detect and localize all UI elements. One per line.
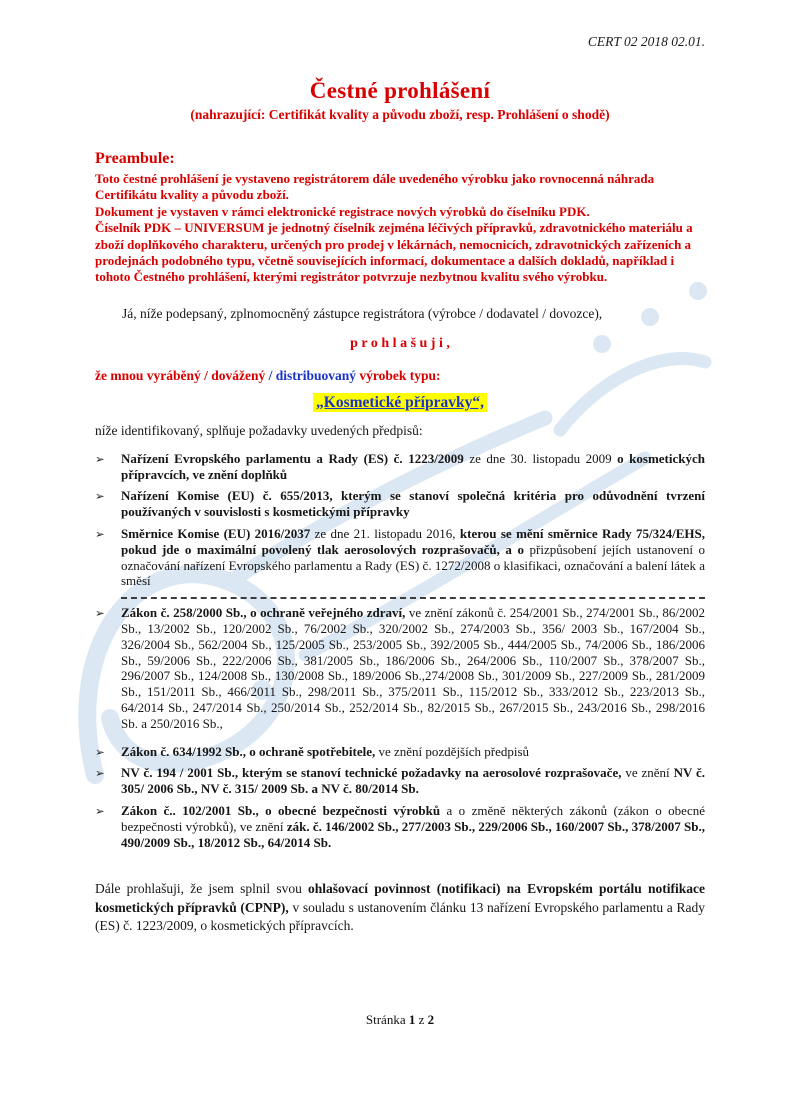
text-segment: Dále prohlašuji, že jsem splnil svou — [95, 881, 309, 897]
bullet-arrow-icon: ➢ — [95, 527, 105, 542]
regulation-item — [95, 803, 705, 850]
text-segment: o kosmetických přípravcích, ve znění doplňků — [121, 450, 705, 482]
document-code: CERT 02 2018 02.01. — [587, 34, 705, 49]
regulation-text — [121, 803, 705, 850]
text-segment: Směrnice Komise (EU) 2016/2037 — [121, 526, 311, 542]
regulation-item — [95, 526, 705, 589]
text-segment: NV č. 194 / 2001 Sb., kterým se stanoví technické požadavky na aerosolové rozprašovače, — [121, 765, 622, 781]
bullet-arrow-icon: ➢ — [95, 744, 105, 759]
text-segment: a o změně některých zákonů (zákon o obecné bezpečnosti výrobků), ve znění — [121, 802, 705, 834]
text-segment: ve znění pozdějších předpisů — [375, 743, 530, 759]
text-segment: v souladu s ustanovením článku 13 nařízení Evropského parlamentu a Rady (ES) č. 1223/2009, o kosmetických přípravcích. — [95, 899, 705, 934]
text-segment: výrobek typu: — [356, 367, 441, 383]
regulation-item — [95, 744, 705, 760]
regulation-item — [95, 451, 705, 483]
document-title: Čestné prohlášení — [309, 78, 491, 103]
preamble-paragraph: Toto čestné prohlášení je vystaveno registrátorem dále uvedeného výrobku jako rovnocenná náhrada Certifikátu kvality a původu zboží. — [95, 171, 655, 203]
text-segment: kterou se mění směrnice Rady 75/324/EHS, pokud jde o maximální povolený tlak aerosolových rozprašovačů, a o — [121, 526, 705, 557]
preamble-heading: Preambule: — [95, 150, 175, 167]
text-segment: ve znění — [621, 765, 674, 781]
preamble-text — [95, 171, 705, 286]
text-segment: Zákon č.. 102/2001 Sb., o obecné bezpečnosti výrobků — [121, 802, 441, 818]
regulation-text — [121, 744, 705, 760]
regulation-item — [95, 488, 705, 520]
page-footer — [0, 1012, 800, 1028]
text-segment: Nařízení Komise (EU) č. 655/2013, kterým se stanoví společná kritéria pro odůvodnění tvrzení používaných v souvislosti s kosmetickými přípravky — [121, 488, 705, 520]
requirements-intro: níže identifikovaný, splňuje požadavky uvedených předpisů: — [95, 422, 423, 438]
declaration-verb: p r o h l a š u j i , — [350, 335, 450, 351]
regulation-text — [121, 765, 705, 797]
text-segment: ohlašovací povinnost (notifikaci) na Evropském portálu notifikace kosmetických přípravků (CPNP), — [95, 881, 705, 915]
bullet-arrow-icon: ➢ — [95, 766, 105, 781]
closing-paragraph — [95, 880, 705, 936]
product-name-line — [95, 394, 705, 412]
text-segment: ze dne 21. listopadu 2016, — [310, 526, 460, 542]
regulation-item — [95, 765, 705, 797]
declarant-intro: Já, níže podepsaný, zplnomocněný zástupce registrátora (výrobce / dodavatel / dovozce), — [122, 305, 603, 321]
text-segment: 1 — [408, 1012, 416, 1027]
product-type-line — [95, 368, 705, 384]
text-segment: 2 — [427, 1012, 435, 1027]
text-segment: Nařízení Evropského parlamentu a Rady (ES) č. 1223/2009 — [121, 450, 464, 466]
bullet-arrow-icon: ➢ — [95, 489, 105, 504]
bullet-arrow-icon: ➢ — [95, 606, 105, 621]
regulation-text — [121, 488, 705, 520]
document-subtitle: (nahrazující: Certifikát kvality a původu zboží, resp. Prohlášení o shodě) — [190, 107, 610, 122]
product-name-highlight: „Kosmetické přípravky“, — [313, 393, 487, 412]
dashed-divider — [121, 597, 705, 599]
regulation-item — [95, 605, 705, 731]
regulation-text — [121, 605, 705, 731]
text-segment: přizpůsobení jejích ustanovení o označování nařízení Evropského parlamentu a Rady (ES) č. 1272/2008 o klasifikaci, označování a balení látek a směsí — [121, 541, 705, 589]
regulation-text — [121, 451, 705, 483]
text-segment: Stránka — [365, 1012, 409, 1027]
text-segment: Zákon č. 634/1992 Sb., o ochraně spotřebitele, — [121, 743, 376, 759]
text-segment: / distribuovaný — [268, 367, 357, 383]
text-segment: ve znění zákonů č. 254/2001 Sb., 274/2001 Sb., 86/2002 Sb., 13/2002 Sb., 120/2002 Sb., 76/2002 Sb., 320/2002 Sb., 274/2003 Sb., 356/ 2003 Sb., 167/2004 Sb., 326/2004 Sb., 562/2004 Sb., 125/2005 Sb., 253/2005 Sb., 392/2005 Sb., 444/2005 Sb., 74/2006 Sb., 186/2006 Sb., 59/2006 Sb., 222/2006 Sb., 381/2005 Sb., 186/2006 Sb., 264/2006 Sb., 110/2007 Sb., 378/2007 Sb., 296/2007 Sb., 124/2008 Sb., 130/2008 Sb., 189/2006 Sb.,274/2008 Sb., 301/2009 Sb., 227/2009 Sb., 281/2009 Sb., 151/2011 Sb., 466/2011 Sb., 298/2011 Sb., 375/2011 Sb., 115/2012 Sb., 333/2012 Sb., 223/2013 Sb., 64/2014 Sb., 247/2014 Sb., 250/2014 Sb., 252/2014 Sb., 82/2015 Sb., 267/2015 Sb., 243/2016 Sb., 298/2016 Sb. a 250/2016 Sb., — [121, 605, 705, 731]
text-segment: z — [415, 1012, 428, 1027]
text-segment: Zákon č. 258/2000 Sb., o ochraně veřejného zdraví, — [121, 605, 406, 621]
text-segment: zák. č. 146/2002 Sb., 277/2003 Sb., 229/2006 Sb., 160/2007 Sb., 378/2007 Sb., 490/2009 Sb., 18/2012 Sb., 64/2014 Sb. — [121, 818, 705, 850]
preamble-paragraph: Číselník PDK – UNIVERSUM je jednotný číselník zejména léčivých přípravků, zdravotnického materiálu a zboží doplňkového charakteru, určených pro prodej v lékárnách, nemocnicích, zdravotnických zařízeních a prodejnách podobného typu, včetně souvisejících informací, dokumentace a dalších dokladů, například i tohoto Čestného prohlášení, kterými registrátor potvrzuje nezbytnou kvalitu svého výrobku. — [95, 220, 693, 285]
text-segment: NV č. 305/ 2006 Sb., NV č. 315/ 2009 Sb. a NV č. 80/2014 Sb. — [121, 765, 706, 797]
bullet-arrow-icon: ➢ — [95, 451, 105, 466]
preamble-paragraph: Dokument je vystaven v rámci elektronické registrace nových výrobků do číselníku PDK. — [95, 203, 590, 219]
regulation-text — [121, 526, 705, 589]
bullet-arrow-icon: ➢ — [95, 803, 105, 818]
text-segment: ze dne 30. listopadu 2009 — [463, 450, 618, 466]
text-segment: že mnou vyráběný / dovážený — [95, 367, 269, 383]
regulations-list — [95, 451, 705, 851]
